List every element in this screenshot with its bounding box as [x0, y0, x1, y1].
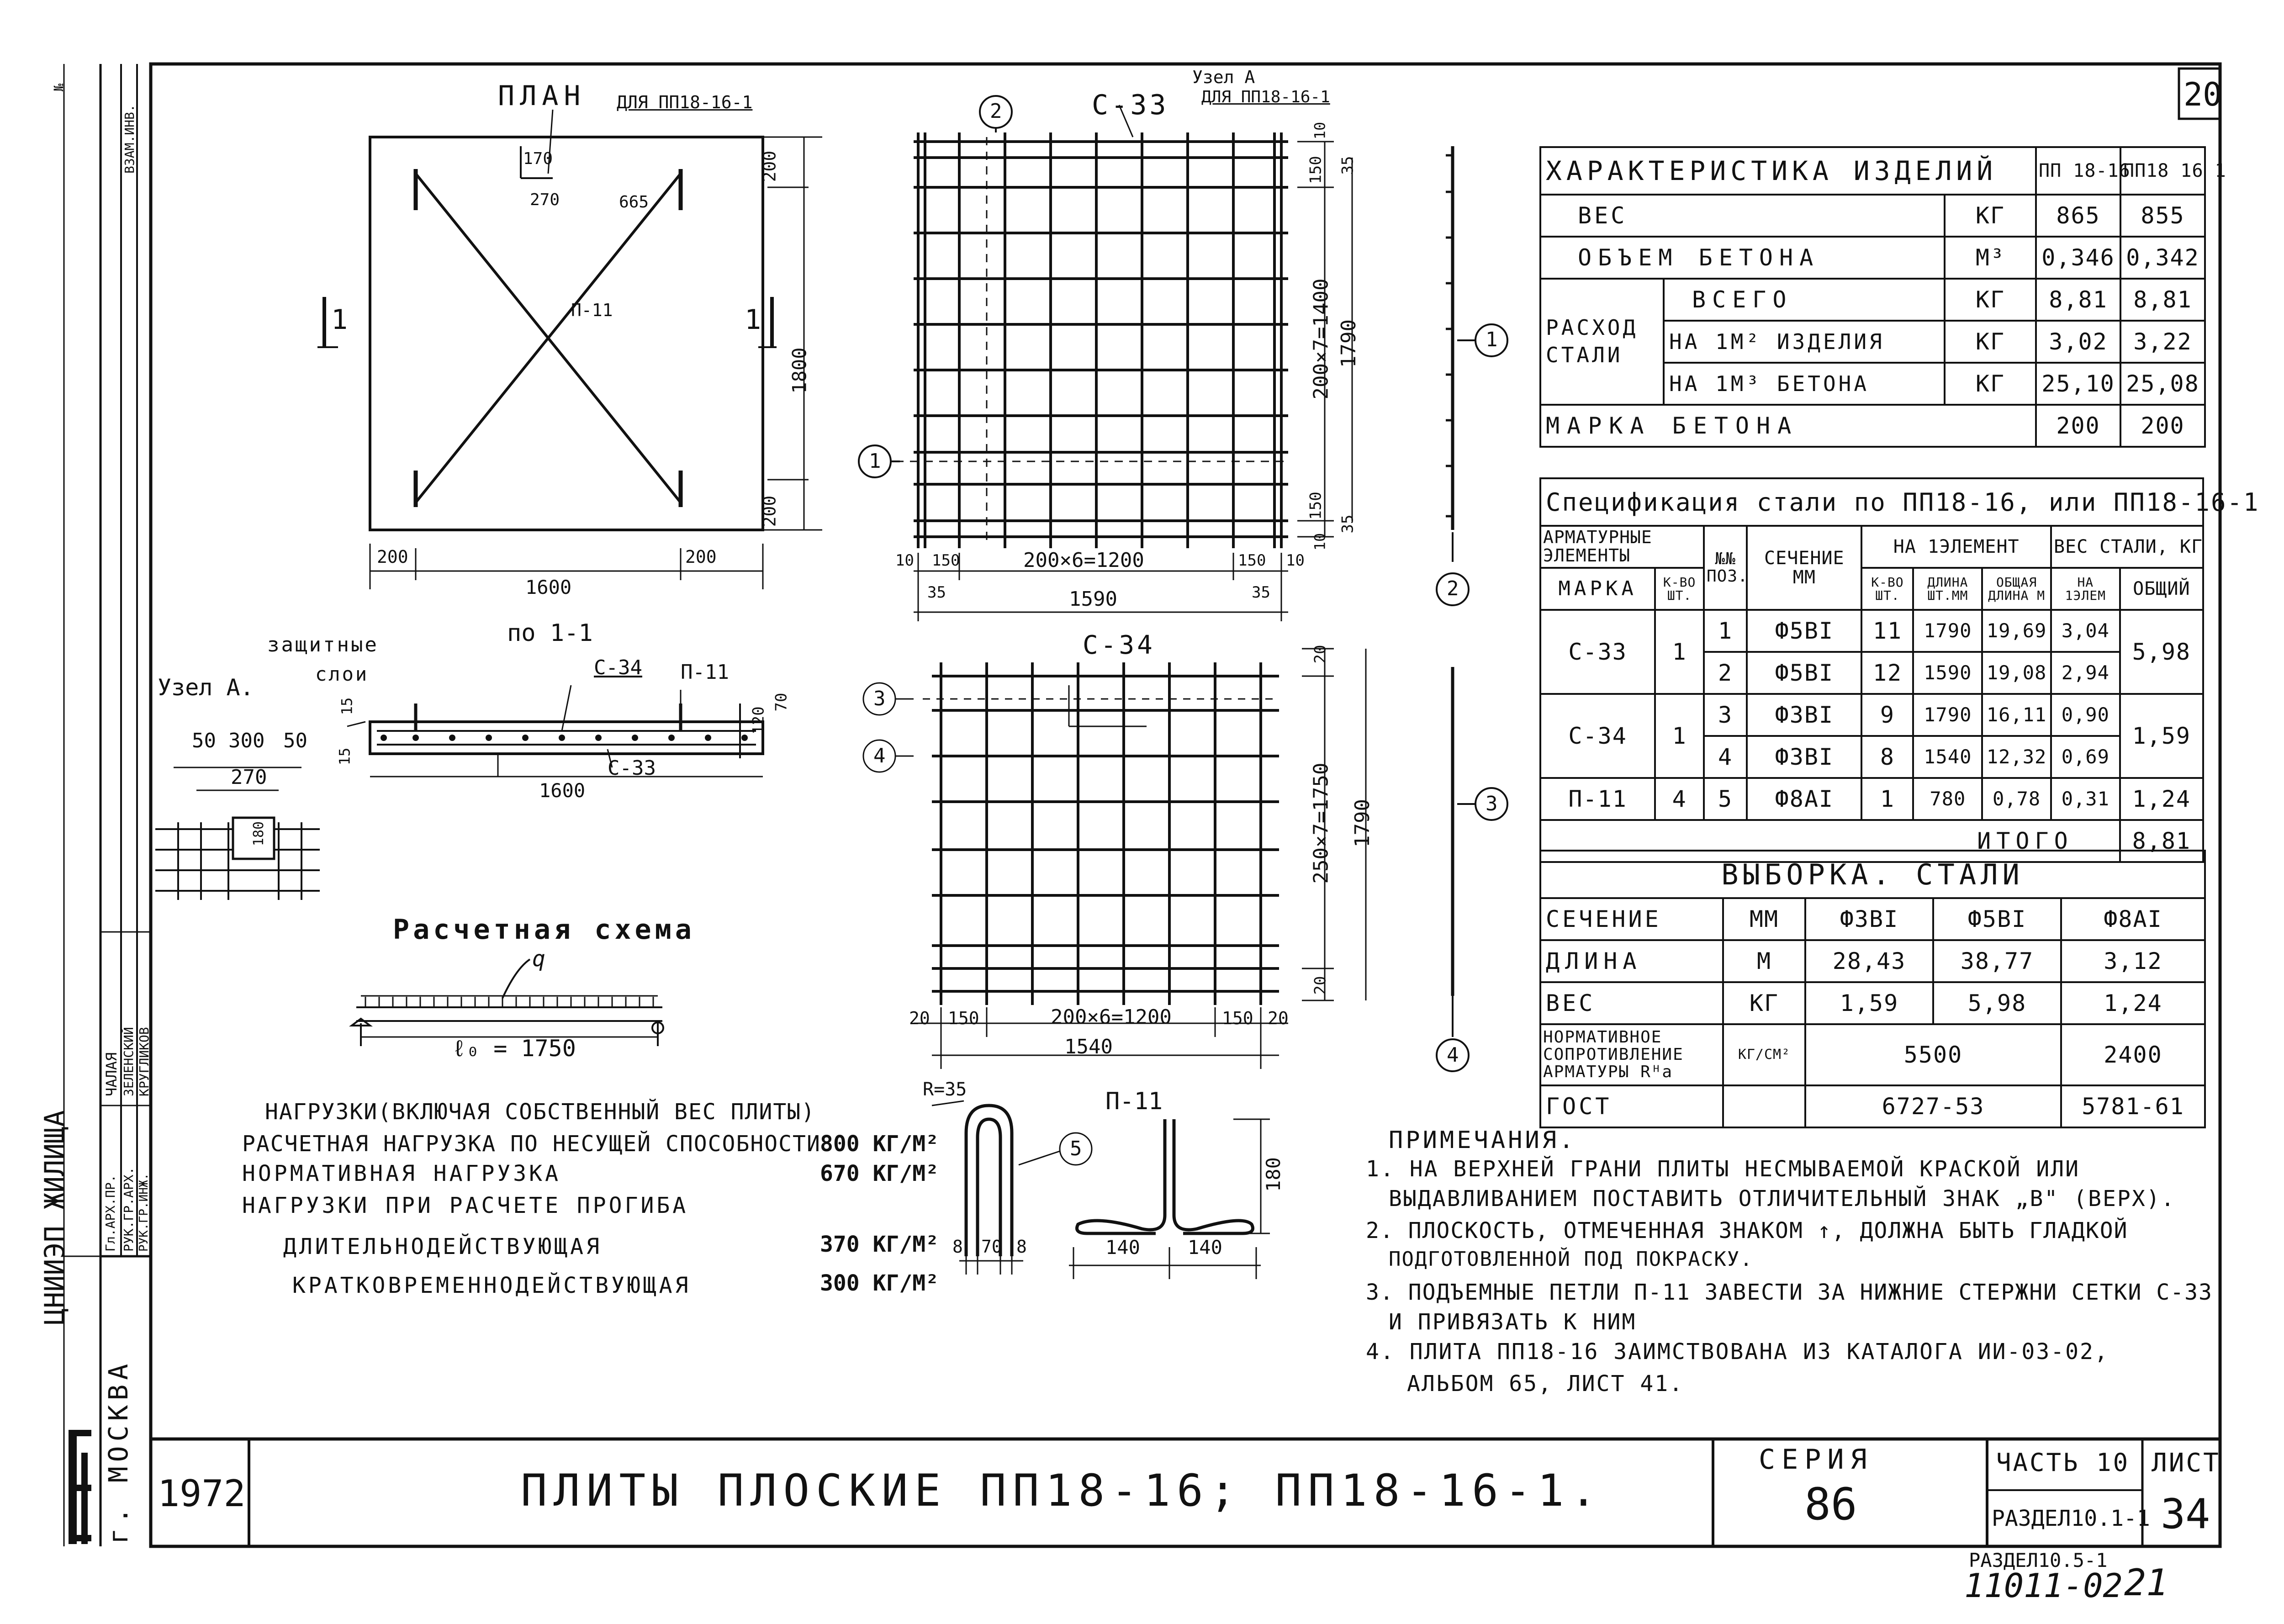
- plan-loop-label: П-11: [571, 300, 613, 320]
- spec-w-3: 0,90: [2051, 694, 2120, 736]
- spec-tl-3: 16,11: [1982, 694, 2051, 736]
- load-label-3: НАГРУЗКИ ПРИ РАСЧЕТЕ ПРОГИБА: [242, 1193, 689, 1218]
- c34-dim-w200x6: 200×6=1200: [1051, 1005, 1172, 1029]
- sel-len-1: 28,43: [1805, 940, 1933, 982]
- selection-table: [1539, 850, 2206, 1128]
- org-name: ЦНИИЭП ЖИЛИЩА: [39, 1110, 71, 1325]
- spec-h-pqty: К-ВО ШТ.: [1861, 568, 1913, 610]
- char-steel-m3: НА 1М³ БЕТОНА: [1664, 363, 1945, 405]
- note-line-4: ПОДГОТОВЛЕННОЙ ПОД ПОКРАСКУ.: [1389, 1248, 1753, 1271]
- load-value-2: 670 КГ/М²: [820, 1161, 939, 1186]
- loop-radius: R=35: [923, 1079, 967, 1100]
- sel-row-weight: ВЕС: [1540, 982, 1723, 1024]
- spec-total-label: ИТОГО: [1540, 820, 2120, 862]
- load-label-4: ДЛИТЕЛЬНОДЕЙСТВУЮЩАЯ: [283, 1234, 602, 1259]
- char-row-weight-v1: 865: [2036, 195, 2120, 237]
- char-steel-m2-unit: КГ: [1945, 321, 2036, 363]
- plan-dim-200-left: 200: [377, 547, 408, 567]
- mesh-c33-node: Узел А: [1192, 67, 1255, 87]
- sel-len-3: 3,12: [2061, 940, 2205, 982]
- plan-dim-200-right: 200: [685, 547, 717, 567]
- spec-sec-4: Ф3ВI: [1747, 736, 1861, 778]
- series-label: СЕРИЯ: [1759, 1444, 1873, 1476]
- sheet-value: 34: [2161, 1490, 2210, 1538]
- c34-dim-w1540: 1540: [1064, 1035, 1113, 1058]
- spec-pos-2: 2: [1704, 652, 1747, 694]
- sel-row-section: СЕЧЕНИЕ: [1540, 898, 1723, 940]
- sel-col-1: Ф3ВI: [1805, 898, 1933, 940]
- sel-col-2: Ф5ВI: [1933, 898, 2061, 940]
- spec-h-wtotal: ОБЩИЙ: [2120, 568, 2203, 610]
- spec-n-2: 12: [1861, 652, 1913, 694]
- spec-w-1: 3,04: [2051, 610, 2120, 652]
- mesh-c34-mark-4: 4: [873, 744, 886, 767]
- spec-len-3: 1790: [1913, 694, 1982, 736]
- c33-dim-h150: 150: [1306, 156, 1325, 184]
- loop-dim-140b: 140: [1188, 1236, 1222, 1259]
- spec-tl-4: 12,32: [1982, 736, 2051, 778]
- section-c33-label: С-33: [608, 756, 656, 780]
- sel-row-len: ДЛИНА: [1540, 940, 1723, 982]
- section-c34-label: С-34: [594, 656, 642, 679]
- note-line-8: АЛЬБОМ 65, ЛИСТ 41.: [1407, 1371, 1684, 1397]
- spec-sec-1: Ф5ВI: [1747, 610, 1861, 652]
- char-steel-total-v2: 8,81: [2120, 279, 2205, 321]
- loop-dim-8b: 8: [1016, 1237, 1027, 1257]
- spec-c34-total: 1,59: [2120, 694, 2203, 778]
- c33-dim-h35: 35: [1338, 156, 1357, 175]
- characteristics-table: [1539, 146, 2226, 448]
- c33-dim-w150r: 150: [1238, 551, 1266, 570]
- spec-w-2: 2,94: [2051, 652, 2120, 694]
- char-steel-m3-v2: 25,08: [2120, 363, 2205, 405]
- spec-n-4: 8: [1861, 736, 1913, 778]
- spec-len-5: 780: [1913, 778, 1982, 820]
- year: 1972: [158, 1472, 246, 1515]
- char-col-1: ПП 18-16: [2036, 147, 2120, 195]
- spec-h-pos: №№ ПОЗ.: [1704, 526, 1747, 610]
- calc-q: q: [532, 946, 545, 972]
- sel-w-3: 1,24: [2061, 982, 2205, 1024]
- mesh-c34-title: С-34: [1083, 630, 1155, 660]
- load-value-5: 300 КГ/М²: [820, 1270, 939, 1296]
- sel-norm-1: 5500: [1805, 1024, 2061, 1085]
- char-row-weight-unit: КГ: [1945, 195, 2036, 237]
- c33-dim-w200x6: 200×6=1200: [1023, 549, 1144, 572]
- spec-sec-2: Ф5ВI: [1747, 652, 1861, 694]
- load-label-2: НОРМАТИВНАЯ НАГРУЗКА: [242, 1161, 561, 1186]
- load-label-1: РАСЧЕТНАЯ НАГРУЗКА ПО НЕСУЩЕЙ СПОСОБНОСТИ: [242, 1131, 821, 1157]
- sel-w-2: 5,98: [1933, 982, 2061, 1024]
- mesh-c34-mark-3: 3: [873, 687, 886, 710]
- spec-h-section: СЕЧЕНИЕ ММ: [1747, 526, 1861, 610]
- char-col-2: ПП18 16 1: [2120, 147, 2205, 195]
- plan-dim-1600: 1600: [525, 576, 572, 598]
- char-row-volume-v2: 0,342: [2120, 237, 2205, 279]
- spec-pos-5: 5: [1704, 778, 1747, 820]
- note-line-1: 1. НА ВЕРХНЕЙ ГРАНИ ПЛИТЫ НЕСМЫВАЕМОЙ КРАСКОЙ ИЛИ: [1366, 1156, 2080, 1182]
- spec-tl-2: 19,08: [1982, 652, 2051, 694]
- node-dim-50a: 50: [192, 729, 216, 752]
- stamp-row-1: Гл.АРХ.ПР.: [103, 1174, 118, 1252]
- char-row-volume: ОБЪЕМ БЕТОНА: [1540, 237, 1945, 279]
- note-line-3: 2. ПЛОСКОСТЬ, ОТМЕЧЕННАЯ ЗНАКОМ ↑, ДОЛЖНА БЫТЬ ГЛАДКОЙ: [1366, 1218, 2128, 1243]
- stamp-name-3: КРУГЛИКОВ: [137, 1027, 152, 1096]
- c34-dim-w150r: 150: [1222, 1008, 1253, 1028]
- section-p11-label: П-11: [681, 661, 729, 684]
- stamp-name-2: ЗЕЛЕНСКИЙ: [121, 1027, 136, 1096]
- sel-row-norm: НОРМАТИВНОЕ СОПРОТИВЛЕНИЕ АРМАТУРЫ Rᴴа: [1540, 1024, 1723, 1085]
- stamp-row-2: РУК.ГР.АРХ.: [121, 1167, 136, 1252]
- loads-header: НАГРУЗКИ(ВКЛЮЧАЯ СОБСТВЕННЫЙ ВЕС ПЛИТЫ): [265, 1099, 816, 1125]
- spec-h-weight: ВЕС СТАЛИ, КГ: [2051, 526, 2203, 568]
- c33-dim-w35r: 35: [1252, 583, 1270, 602]
- sheet-label: ЛИСТ: [2152, 1448, 2221, 1478]
- note-line-2: ВЫДАВЛИВАНИЕМ ПОСТАВИТЬ ОТЛИЧИТЕЛЬНЫЙ ЗНАК „В" (ВЕРХ).: [1389, 1186, 2176, 1211]
- sel-unit-m: М: [1723, 940, 1805, 982]
- spec-h-qty: К-ВО ШТ.: [1655, 568, 1704, 610]
- char-row-weight: ВЕС: [1540, 195, 1945, 237]
- spec-n-5: 1: [1861, 778, 1913, 820]
- c33-dim-h1790: 1790: [1337, 319, 1360, 368]
- loop-dim-180: 180: [1262, 1157, 1285, 1192]
- c33-dim-w10: 10: [895, 551, 914, 570]
- c33-dim-w35: 35: [927, 583, 946, 602]
- selection-header: ВЫБОРКА. СТАЛИ: [1540, 851, 2205, 898]
- spec-tl-5: 0,78: [1982, 778, 2051, 820]
- spec-c33-qty: 1: [1655, 610, 1704, 694]
- side-mark-1: 1: [1486, 328, 1498, 351]
- sel-unit-mm: ММ: [1723, 898, 1805, 940]
- c34-dim-w20: 20: [909, 1008, 930, 1028]
- c33-dim-w150: 150: [932, 551, 960, 570]
- node-a-label: Узел А.: [158, 674, 254, 701]
- sheet-number: 20: [2184, 76, 2222, 113]
- spec-tl-1: 19,69: [1982, 610, 2051, 652]
- c34-dim-h20: 20: [1311, 645, 1330, 664]
- spec-total: 8,81: [2120, 820, 2203, 862]
- c33-dim-h10: 10: [1311, 122, 1329, 140]
- handwritten-number: 21: [2124, 1561, 2168, 1604]
- c33-dim-b150: 150: [1306, 492, 1325, 520]
- char-steel-m3-unit: КГ: [1945, 363, 2036, 405]
- spec-sec-3: Ф3ВI: [1747, 694, 1861, 736]
- spec-h-mark: МАРКА: [1540, 568, 1655, 610]
- load-label-5: КРАТКОВРЕМЕННОДЕЙСТВУЮЩАЯ: [292, 1273, 691, 1298]
- mesh-c33-mark-1-circle: 1: [869, 450, 881, 473]
- sel-norm-2: 2400: [2061, 1024, 2205, 1085]
- node-dim-300: 300: [228, 729, 265, 752]
- loop-dim-140a: 140: [1105, 1236, 1140, 1259]
- char-steel-m2-v1: 3,02: [2036, 321, 2120, 363]
- spec-h-elements: АРМАТУРНЫЕ ЭЛЕМЕНТЫ: [1540, 526, 1704, 568]
- side-mark-2: 2: [1447, 577, 1459, 600]
- c33-dim-h200x7: 200×7=1400: [1309, 278, 1333, 400]
- spec-len-4: 1540: [1913, 736, 1982, 778]
- section-dim-120: 120: [749, 706, 768, 735]
- sel-unit-norm: КГ/СМ²: [1723, 1024, 1805, 1085]
- char-steel-total: ВСЕГО: [1664, 279, 1945, 321]
- stamp-name-1: ЧАЛАЯ: [103, 1052, 120, 1096]
- mesh-c33-node2: ДЛЯ ПП18-16-1: [1201, 88, 1330, 106]
- spec-c34-mark: С-34: [1540, 694, 1655, 778]
- doc-code: 11011-02: [1964, 1566, 2123, 1605]
- c33-dim-w1590: 1590: [1069, 587, 1117, 611]
- load-value-1: 800 КГ/М²: [820, 1131, 939, 1157]
- calc-l0: ℓ₀ = 1750: [452, 1035, 576, 1062]
- below-stamp: РАЗДЕЛ10.5-1: [1969, 1549, 2108, 1571]
- section-length: 1600: [539, 779, 586, 802]
- char-steel-label: РАСХОД СТАЛИ: [1540, 279, 1664, 405]
- char-row-volume-v1: 0,346: [2036, 237, 2120, 279]
- spec-h-total-len: ОБЩАЯ ДЛИНА М: [1982, 568, 2051, 610]
- sel-gost-2: 5781-61: [2061, 1085, 2205, 1127]
- series-value: 86: [1804, 1479, 1857, 1530]
- section-mark-right: 1: [745, 304, 761, 336]
- spec-sec-5: Ф8АI: [1747, 778, 1861, 820]
- city-name: г. МОСКВА: [103, 1359, 134, 1544]
- spec-n-3: 9: [1861, 694, 1913, 736]
- loop-dim-70: 70: [981, 1237, 1002, 1257]
- c34-dim-w20r: 20: [1268, 1008, 1289, 1028]
- side-mark-4: 4: [1447, 1043, 1459, 1067]
- c34-dim-b20: 20: [1311, 976, 1330, 995]
- plan-dim-170: 170: [523, 149, 553, 168]
- spec-c34-qty: 1: [1655, 694, 1704, 778]
- specification-table: [1539, 477, 2260, 863]
- protective-label-2: слои: [315, 663, 369, 685]
- loop-dim-8a: 8: [952, 1237, 963, 1257]
- drawing-title: ПЛИТЫ ПЛОСКИЕ ПП18-16; ПП18-16-1.: [521, 1465, 1603, 1516]
- char-steel-total-v1: 8,81: [2036, 279, 2120, 321]
- section-label: РАЗДЕЛ10.1-1: [1992, 1506, 2150, 1531]
- plan-dim-270: 270: [530, 190, 560, 209]
- char-row-weight-v2: 855: [2120, 195, 2205, 237]
- spec-p11-qty: 4: [1655, 778, 1704, 820]
- char-concrete-grade: МАРКА БЕТОНА: [1540, 405, 2036, 447]
- char-steel-total-unit: КГ: [1945, 279, 2036, 321]
- sel-col-3: Ф8АI: [2061, 898, 2205, 940]
- plan-dim-200-bottom: 200: [759, 495, 780, 527]
- char-grade-v1: 200: [2036, 405, 2120, 447]
- spec-c33-mark: С-33: [1540, 610, 1655, 694]
- spec-pos-4: 4: [1704, 736, 1747, 778]
- c33-dim-w10r: 10: [1286, 551, 1305, 570]
- plan-dim-1800: 1800: [788, 347, 811, 394]
- plan-dim-665: 665: [619, 193, 649, 212]
- sel-len-2: 38,77: [1933, 940, 2061, 982]
- char-steel-m3-v1: 25,10: [2036, 363, 2120, 405]
- c33-dim-b10: 10: [1311, 533, 1329, 551]
- spec-w-5: 0,31: [2051, 778, 2120, 820]
- plan-title: ПЛАН: [498, 80, 586, 112]
- spec-w-4: 0,69: [2051, 736, 2120, 778]
- char-steel-m2: НА 1М² ИЗДЕЛИЯ: [1664, 321, 1945, 363]
- c34-dim-h1790: 1790: [1350, 799, 1374, 847]
- char-row-volume-unit: М³: [1945, 237, 2036, 279]
- sel-unit-kg: КГ: [1723, 982, 1805, 1024]
- loop-title: П-11: [1105, 1088, 1163, 1115]
- section-dim-70: 70: [772, 693, 791, 712]
- stamp-top-1: ВЗАМ.ИНВ.: [122, 104, 137, 174]
- c34-dim-h250x7: 250×7=1750: [1309, 762, 1333, 884]
- c33-dim-b35: 35: [1338, 514, 1357, 534]
- node-dim-50b: 50: [283, 729, 307, 752]
- section-dim-15a: 15: [338, 697, 356, 715]
- node-dim-270: 270: [231, 766, 267, 789]
- load-value-4: 370 КГ/М²: [820, 1232, 939, 1257]
- char-grade-v2: 200: [2120, 405, 2205, 447]
- spec-pos-1: 1: [1704, 610, 1747, 652]
- char-steel-m2-v2: 3,22: [2120, 321, 2205, 363]
- spec-p11-total: 1,24: [2120, 778, 2203, 820]
- section-title: по 1-1: [507, 619, 593, 647]
- sel-row-gost: ГОСТ: [1540, 1085, 1723, 1127]
- spec-header: Спецификация стали по ПП18-16, или ПП18-16-1: [1540, 478, 2203, 526]
- spec-len-1: 1790: [1913, 610, 1982, 652]
- protective-label: защитные: [267, 633, 379, 656]
- notes-title: ПРИМЕЧАНИЯ.: [1389, 1127, 1576, 1154]
- c34-dim-w150: 150: [948, 1008, 979, 1028]
- char-header: ХАРАКТЕРИСТИКА ИЗДЕЛИЙ: [1540, 147, 2036, 195]
- stamp-top-2: №: [51, 84, 66, 91]
- note-line-6: И ПРИВЯЗАТЬ К НИМ: [1389, 1309, 1637, 1335]
- spec-n-1: 11: [1861, 610, 1913, 652]
- spec-h-len: ДЛИНА ШТ.ММ: [1913, 568, 1982, 610]
- spec-len-2: 1590: [1913, 652, 1982, 694]
- spec-h-per: НА 1ЭЛЕМЕНТ: [1861, 526, 2051, 568]
- sel-gost-1: 6727-53: [1805, 1085, 2061, 1127]
- note-line-7: 4. ПЛИТА ПП18-16 ЗАИМСТВОВАНА ИЗ КАТАЛОГА ИИ-03-02,: [1366, 1339, 2109, 1365]
- spec-h-w1: НА 1ЭЛЕМ: [2051, 568, 2120, 610]
- mesh-c33-mark-2-circle: 2: [990, 100, 1002, 123]
- plan-subtitle: ДЛЯ ПП18-16-1: [617, 92, 753, 112]
- loop-mark-5: 5: [1070, 1137, 1082, 1160]
- sel-w-1: 1,59: [1805, 982, 1933, 1024]
- note-line-5: 3. ПОДЪЕМНЫЕ ПЕТЛИ П-11 ЗАВЕСТИ ЗА НИЖНИЕ СТЕРЖНИ СЕТКИ С-33: [1366, 1280, 2213, 1305]
- side-mark-3: 3: [1486, 792, 1498, 815]
- calc-title: Расчетная схема: [393, 914, 695, 946]
- part-label: ЧАСТЬ 10: [1996, 1448, 2130, 1477]
- stamp-row-3: РУК.ГР.ИНЖ.: [137, 1173, 151, 1252]
- mesh-c33-title: С-33: [1092, 89, 1169, 121]
- spec-c33-total: 5,98: [2120, 610, 2203, 694]
- node-dim-180: 180: [251, 821, 267, 846]
- plan-dim-200-top: 200: [759, 150, 780, 182]
- sel-gost-empty: [1723, 1085, 1805, 1127]
- section-dim-15b: 15: [336, 747, 354, 766]
- spec-p11-mark: П-11: [1540, 778, 1655, 820]
- spec-pos-3: 3: [1704, 694, 1747, 736]
- section-mark-left: 1: [331, 304, 348, 336]
